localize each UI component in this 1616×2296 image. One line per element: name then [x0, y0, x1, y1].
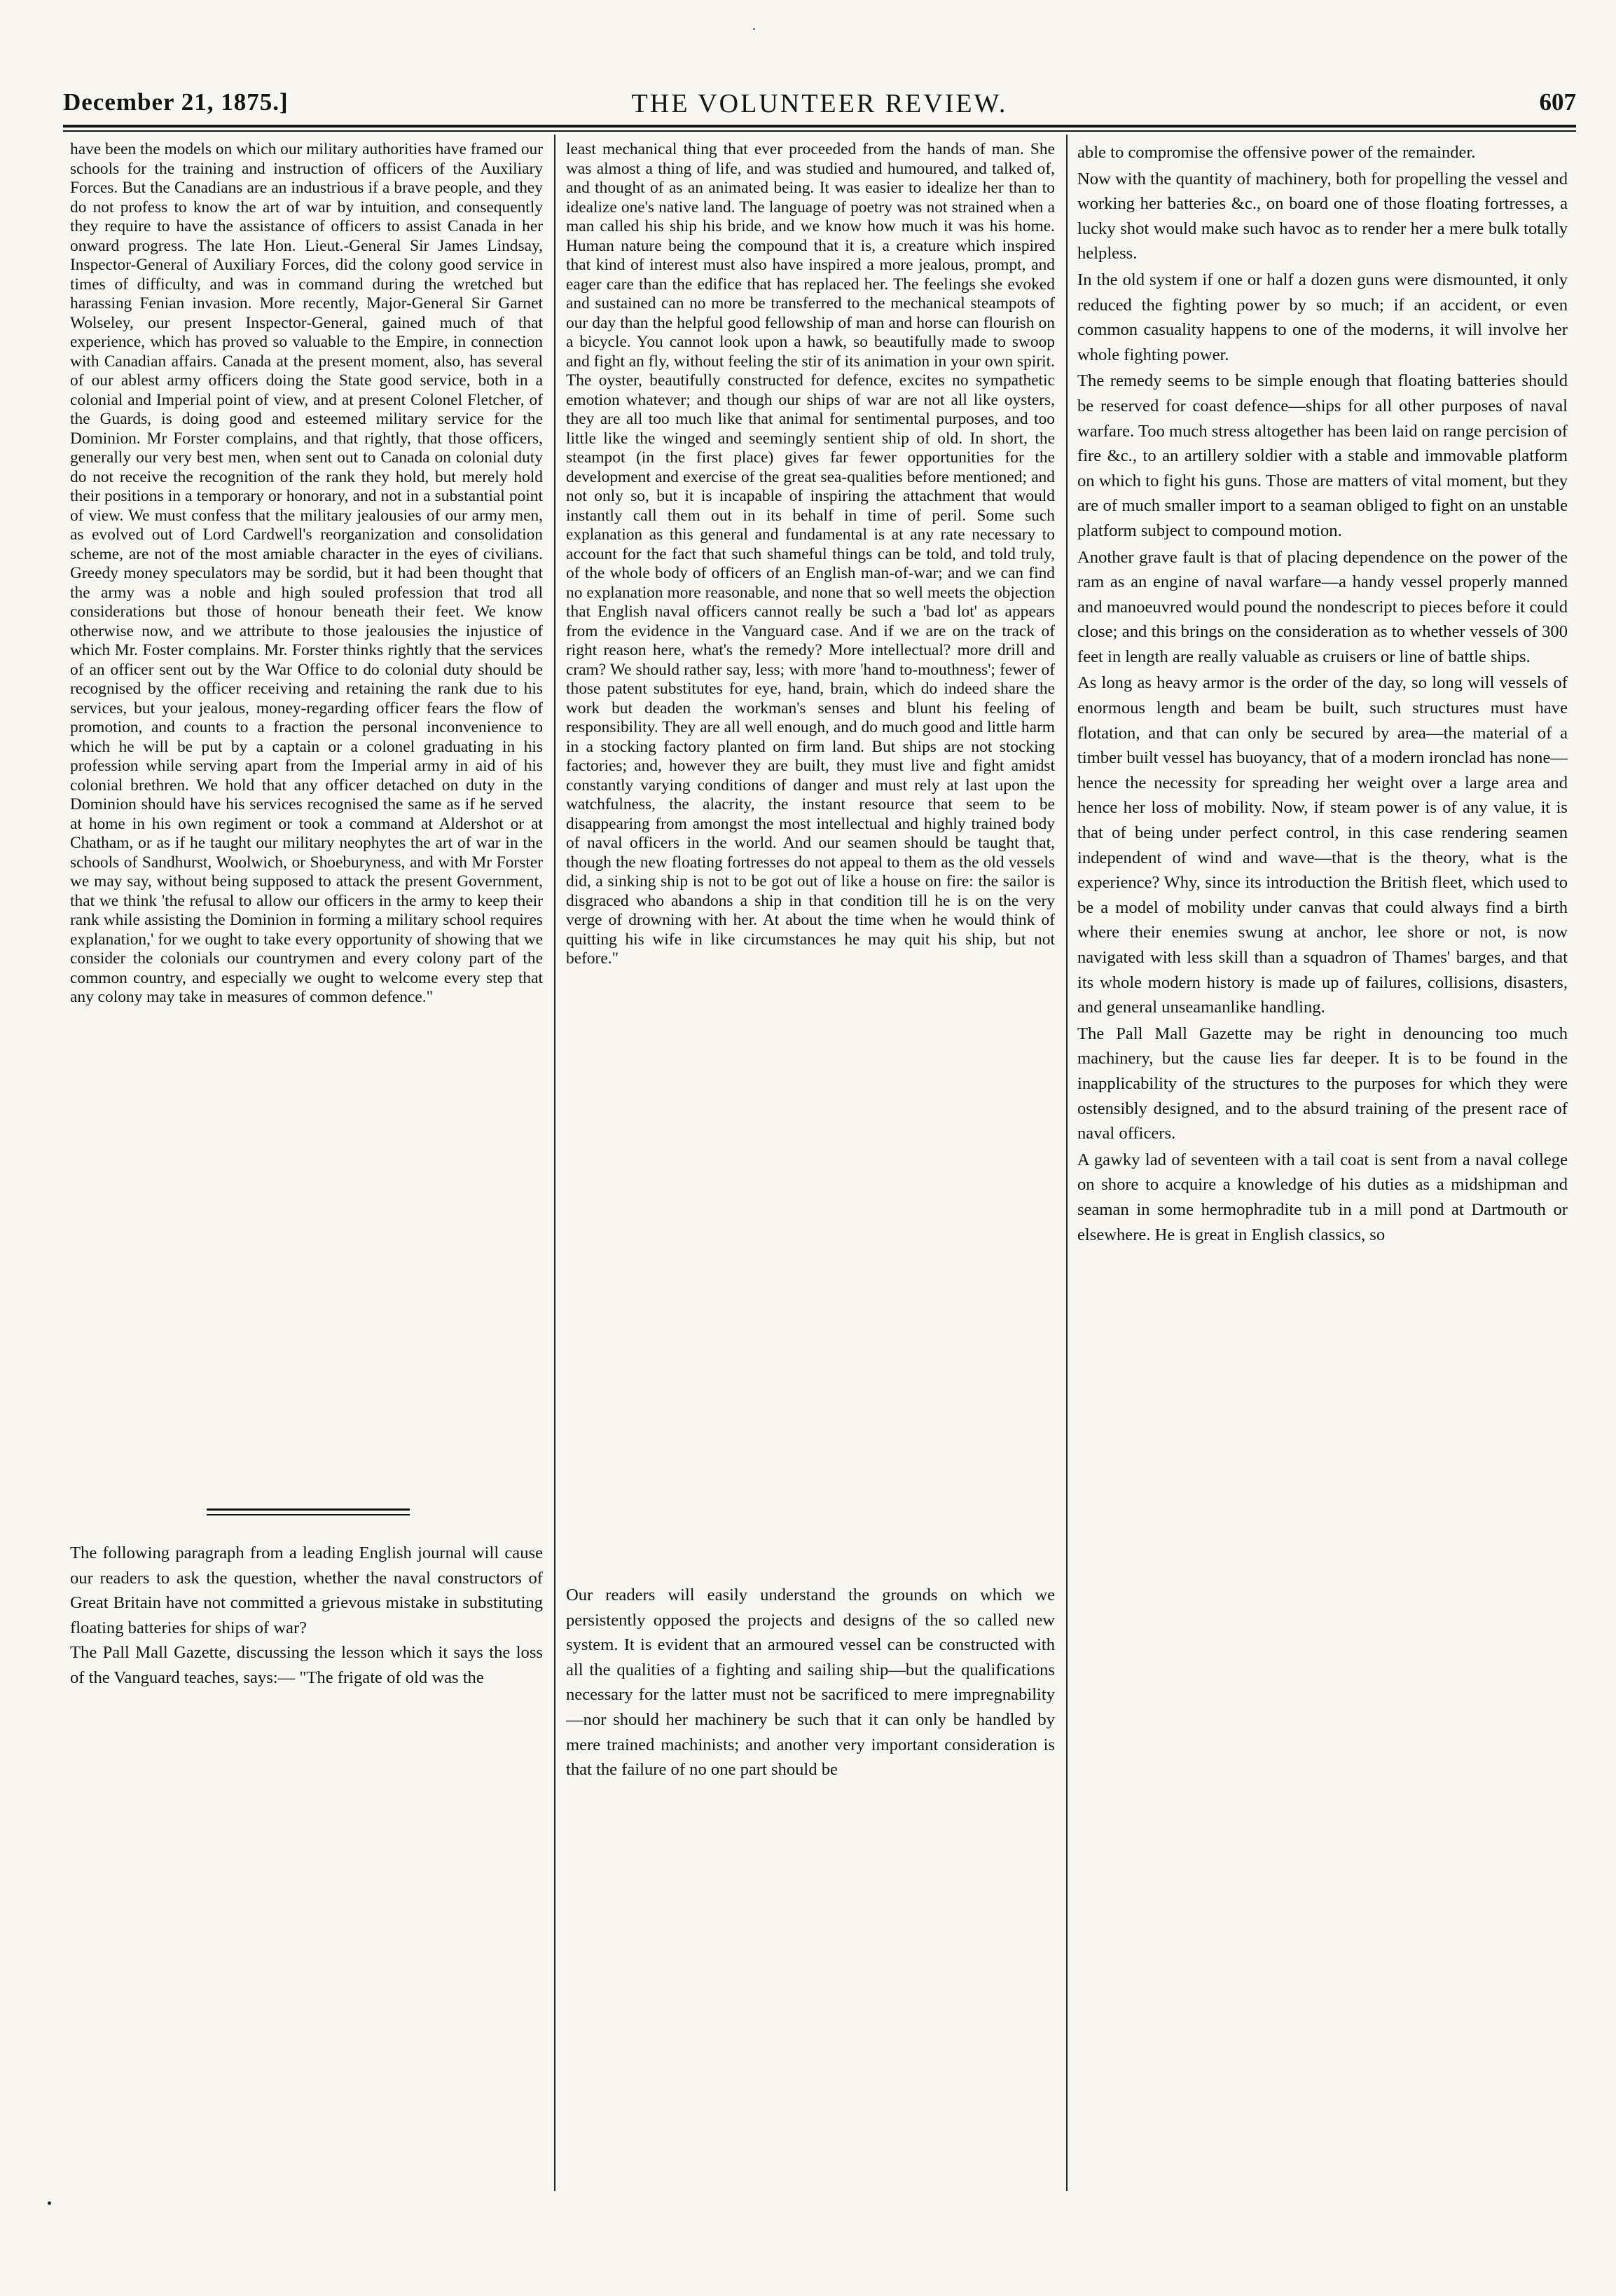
article-paragraph: Another grave fault is that of placing dependence on the power of the ram as an engine of naval warfare—a handy vessel properly manned and manoeuvred would pound the nondescript to pieces before it could close; and this brings on the consideration as to whether vessels of 300 feet in length are really valuable as cruisers or line of battle ships. [1077, 547, 1568, 666]
article-paragraph: As long as heavy armor is the order of the day, so long will vessels of enormous length and beam be built, such structures must have flotation, and that can only be secured by area—the material of a timber built vessel has buoyancy, that of a modern ironclad has none—hence the necessity for spreading her weight over a large area and hence her loss of mobility. Now, if steam power is of any value, it is that of being under perfect control, in this case rendering seamen independent of wind and wave—that is the theory, what is the experience? Why, since its introduction the British fleet, which used to be a model of mobility under canvas that could always find a birth where their enemies swung at anchor, lee shore or not, is now navigated with less skill than a squadron of Thames' barges, and that its whole modern history is made up of failures, collisions, disasters, and general unseamanlike handling. [1077, 673, 1568, 1017]
ink-speck [48, 2201, 51, 2205]
article-paragraph: The remedy seems to be simple enough that floating batteries should be reserved for coast defence—ships for all other purposes of naval warfare. Too much stress altogether has been laid on range percision of fire &c., to an artillery soldier with a stable and immovable platform on which to fight his guns. Those are matters of vital moment, but they are of much smaller import to a seaman obliged to fight on an unstable platform subject to compound motion. [1077, 371, 1568, 540]
column-2 [566, 140, 1055, 2214]
column-1 [70, 140, 543, 2214]
column-divider-1 [554, 135, 555, 2191]
page-header [63, 88, 1576, 123]
article-paragraph: Our readers will easily understand the grounds on which we persistently opposed the projects and designs of the so called new system. It is evident that an armoured vessel can be constructed with all the qualities of a fighting and sailing ship—but the qualifications necessary for the latter must not be sacrificed to mere impregnability—nor should her machinery be such that it can only be handled by mere trained machinists; and another very important consideration is that the failure of no one part should be [566, 1586, 1055, 1780]
ink-speck [753, 28, 755, 30]
header-rule-thick [63, 125, 1576, 128]
article-paragraph: Now with the quantity of machinery, both for propelling the vessel and working her batteries &c., on board one of those floating fortresses, a lucky shot would make such havoc as to render her a mere bulk totally helpless. [1077, 169, 1568, 263]
article-paragraph: The Pall Mall Gazette may be right in denouncing too much machinery, but the cause lies far deeper. It is to be found in the inapplicability of the structures to the purposes for which they were ostensibly designed, and to the absurd training of the present race of naval officers. [1077, 1024, 1568, 1143]
article-paragraph: A gawky lad of seventeen with a tail coat is sent from a naval college on shore to acquire a knowledge of his duties as a midshipman and seaman in some hermophradite tub in a mill pond at Dartmouth or elsewhere. He is great in English classics, so [1077, 1150, 1568, 1244]
column-3 [1077, 140, 1568, 2214]
page-number: 607 [1539, 88, 1576, 116]
article-paragraph: least mechanical thing that ever proceeded from the hands of man. She was almost a thing of life, and was studied and humoured, and talked of, and thought of as an animated being. It was easier to idealize her than to idealize one's native land. The language of poetry was not strained when a man called his ship his bride, and we know how much it was his home. Human nature being the compound that it is, a creature which inspired that kind of interest must also have inspired a more jealous, prompt, and eager care than the edifice that has replaced her. The feelings she evoked and sustained can no more be transferred to the mechanical steampots of our day than the helpful good fellowship of man and horse can flourish on a bicycle. You cannot look upon a hawk, so beautifully made to swoop and fight an fly, without feeling the stir of its animation in your own spirit. The oyster, beautifully constructed for defence, excites no sympathetic emotion whatever; and though our ships of war are not all like oysters, they are all too much like that animal for sentimental purposes, and too little like the winged and seemingly sentient ship of old. In short, the steampot (in the first place) gives far fewer opportunities for the development and exercise of the great sea-qualities before mentioned; and not only so, but it is incapable of inspiring the attachment that would instantly call them out in its behalf in time of peril. Some such explanation as this general and fundamental is at any rate necessary to account for the fact that such shameful things can be told, and told truly, of the whole body of officers of an English man-of-war; and we can find no explanation more reasonable, and none that so well meets the objection that English naval officers cannot really be such a 'bad lot' as appears from the evidence in the Vanguard case. And if we are on the track of right reason here, what's the remedy? More intellectual? more drill and cram? We should rather say, less; with more 'hand to-mouthness'; fewer of those patent substitutes for eye, hand, brain, which do indeed share the work but deaden the workman's senses and blunt his feeling of responsibility. They are all well enough, and do much good and little harm in a stocking factory planted on firm land. But ships are not stocking factories; and, however they are built, they must live and fight amidst constantly varying conditions of danger and must rely at last upon the watchfulness, the alacrity, the instant resource that seem to be disappearing from amongst the most intellectual and highly trained body of naval officers in the world. And our seamen should be taught that, though the new floating fortresses do not appeal to them as the old vessels did, a sinking ship is not to be got out of like a house on fire: the sailor is disgraced who abandons a ship in that condition till he is on the very verge of drowning with her. At about the time when he would think of quitting his wife in like circumstances he may quit his ship, but not before." [566, 140, 1055, 968]
article-paragraph: able to compromise the offensive power of the remainder. [1077, 143, 1476, 162]
section-divider [70, 1506, 543, 1522]
column-divider-2 [1066, 135, 1068, 2191]
article-paragraph: have been the models on which our military authorities have framed our schools for the training and instruction of officers of the Auxiliary Forces. But the Canadians are an industrious if a brave people, and they do not profess to know the art of war by intuition, and consequently they require to have the assistance of officers to assist Canada in her onward progress. The late Hon. Lieut.-General Sir James Lindsay, Inspector-General of Auxiliary Forces, did the colony good service in times of difficulty, and was in command during the wretched but harassing Fenian invasion. More recently, Major-General Sir Garnet Wolseley, our present Inspector-General, gained much of that experience, which has proved so valuable to the Empire, in connection with Canadian affairs. Canada at the present moment, also, has several of our ablest army officers doing the State good service, both in a colonial and Imperial point of view, and at present Colonel Fletcher, of the Guards, is doing good and esteemed military service for the Dominion. Mr Forster complains, and that rightly, that those officers, generally our very best men, when sent out to Canada on colonial duty do not receive the recognition of the rank they hold, but merely hold their positions in a temporary or honorary, and not in a substantial point of view. We must confess that the military jealousies of our army men, as evolved out of Lord Cardwell's reorganization and consolidation scheme, are not of the most amiable character in the eyes of civilians. Greedy money speculators may be sordid, but it had been thought that the army was a noble and high souled profession that trod all considerations but those of honour beneath their feet. We know otherwise now, and we attribute to those jealousies the injustice of which Mr. Foster complains. Mr. Forster thinks rightly that the services of an officer sent out by the War Office to do colonial duty should be recognised by the officer receiving and retaining the rank due to his services, but your jealous, money-regarding officer fears the flow of promotion, and counts to a fraction the personal inconvenience to which he will be put by a captain or a colonel graduating in his profession while serving apart from the Imperial army in aid of his colonial brethren. We hold that any officer detached on duty in the Dominion should have his services recognised the same as if he served at home in his own regiment or took a command at Aldershot or at Chatham, or as if he taught our military neophytes the art of war in the schools of Sandhurst, Woolwich, or Shoeburyness, and with Mr Forster we may say, without being supposed to attack the present Government, that we think 'the refusal to allow our officers in the army to keep their rank while assisting the Dominion in forming a military school requires explanation,' for we ought to take every opportunity of showing that we consider the colonials our countrymen and every colony part of the common country, and especially we ought to welcome every step that any colony may take in measures of common defence." [70, 140, 543, 1006]
publication-title: THE VOLUNTEER REVIEW. [631, 89, 1008, 118]
header-rule-thin [63, 130, 1576, 132]
article-paragraph: The following paragraph from a leading English journal will cause our readers to ask the question, whether the naval constructors of Great Britain have not committed a grievous mistake in substituting floating batteries for ships of war? [70, 1544, 543, 1637]
article-paragraph: The Pall Mall Gazette, discussing the lesson which it says the loss of the Vanguard teaches, says:— "The frigate of old was the [70, 1643, 543, 1687]
divider-rule-thick [207, 1508, 410, 1511]
issue-date: December 21, 1875.] [63, 88, 289, 116]
divider-rule-thin [207, 1514, 410, 1515]
article-paragraph: In the old system if one or half a dozen guns were dismounted, it only reduced the fighting power by so much; if an accident, or even common casuality happens to one of the moderns, it will involve her whole fighting power. [1077, 270, 1568, 364]
